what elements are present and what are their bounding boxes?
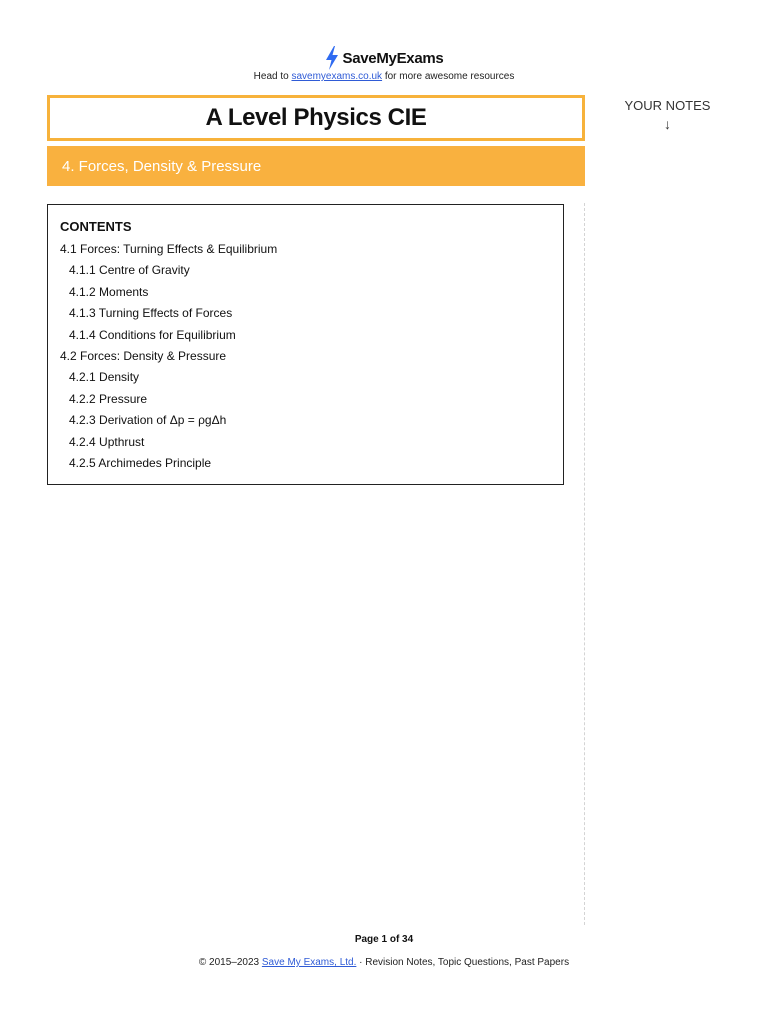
notes-divider (584, 203, 585, 925)
page-number: Page 1 of 34 (354, 934, 414, 945)
toc-item[interactable]: 4.1.1 Centre of Gravity (69, 263, 190, 278)
brand-name: SaveMyExams (342, 49, 444, 67)
toc-item[interactable]: 4.2.3 Derivation of Δp = ρgΔh (69, 413, 227, 428)
footer-copyright: © 2015–2023 Save My Exams, Ltd. · Revision Notes, Topic Questions, Past Papers (198, 957, 570, 968)
toc-item[interactable]: 4.1.4 Conditions for Equilibrium (69, 327, 236, 342)
toc-item[interactable]: 4.2.4 Upthrust (69, 434, 145, 449)
toc-item[interactable]: 4.2.1 Density (69, 370, 140, 385)
brand-logo[interactable] (0, 44, 768, 72)
your-notes-label: YOUR NOTES (624, 98, 711, 113)
toc-item[interactable]: 4.2.2 Pressure (69, 391, 148, 406)
section-heading: 4. Forces, Density & Pressure (47, 146, 585, 186)
savemyexams-link[interactable]: savemyexams.co.uk (291, 71, 383, 82)
header-tagline: Head to savemyexams.co.uk for more awesome resources (253, 71, 515, 82)
lightning-bolt-icon (325, 46, 339, 70)
toc-item[interactable]: 4.1 Forces: Turning Effects & Equilibrium (60, 242, 278, 256)
contents-box (47, 204, 564, 485)
toc-item[interactable]: 4.2 Forces: Density & Pressure (60, 348, 227, 363)
toc-item[interactable]: 4.2.5 Archimedes Principle (69, 455, 212, 470)
document-title: A Level Physics CIE (47, 95, 585, 141)
footer-link[interactable]: Save My Exams, Ltd. (261, 957, 357, 968)
contents-heading: CONTENTS (60, 219, 132, 234)
toc-item[interactable]: 4.1.2 Moments (69, 284, 149, 299)
toc-item[interactable]: 4.1.3 Turning Effects of Forces (69, 306, 233, 321)
arrow-down-icon: ↓ (664, 116, 671, 132)
